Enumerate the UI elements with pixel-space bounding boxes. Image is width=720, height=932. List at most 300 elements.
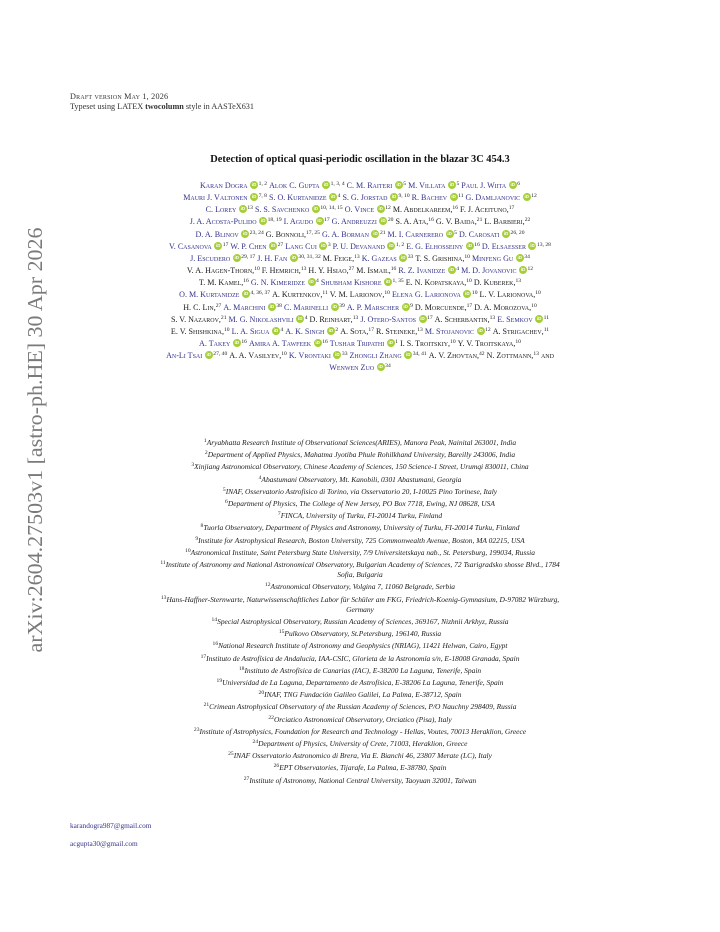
author-name-link[interactable]: D. Elsaesser: [481, 241, 526, 251]
author-name-link[interactable]: P. U. Devanand: [332, 241, 385, 251]
author-name-link[interactable]: S. S. Savchenko: [254, 205, 310, 215]
author-name-link[interactable]: J. A. Acosta-Pulido: [189, 217, 257, 227]
affiliation-item: [60, 521, 660, 533]
affiliation-superscript: 1, 35: [392, 278, 404, 285]
author-name: A. A. Vasilyev,: [229, 351, 282, 361]
orcid-icon[interactable]: [241, 230, 249, 238]
affiliation-superscript: 16: [452, 205, 458, 212]
orcid-icon[interactable]: [387, 339, 395, 347]
affiliation-number: 26: [273, 763, 280, 770]
affiliation-superscript: 27: [348, 266, 355, 273]
affiliation-superscript: 38: [276, 302, 282, 309]
affiliation-text: National Research Institute of Astronomy and Geophysics (NRIAG), 11421 Helwan, Cairo, Egypt: [218, 641, 508, 651]
affiliation-superscript: 21: [220, 314, 227, 321]
affiliation-text: Orciatico Astronomical Observatory, Orciatico (Pisa), Italy: [273, 714, 452, 724]
orcid-icon[interactable]: [296, 315, 304, 323]
affiliation-item: [60, 652, 660, 664]
affiliation-item: [60, 605, 660, 615]
orcid-icon[interactable]: [269, 242, 277, 250]
orcid-icon[interactable]: [519, 266, 527, 274]
affiliation-text: Universidad de La Laguna, Departamento de Astrofísica, E-38206 La Laguna, Tenerife, Spain: [222, 678, 504, 688]
affiliation-number: 24: [252, 739, 259, 746]
affiliation-item: [60, 546, 660, 558]
author-name-link[interactable]: A. P. Marscher: [346, 302, 400, 312]
arxiv-identifier: arXiv:2604.27503v1 [astro-ph.HE] 30 Apr 2026: [23, 246, 47, 653]
author-name-link[interactable]: Wenwen Zuo: [329, 363, 375, 373]
orcid-icon[interactable]: [205, 351, 213, 359]
affiliation-item: [60, 436, 660, 448]
author-name: A. Kurtenkov,: [272, 290, 323, 300]
orcid-icon[interactable]: [390, 193, 398, 201]
affiliation-superscript: 33: [341, 351, 348, 358]
affiliation-superscript: 16: [428, 217, 434, 224]
orcid-icon[interactable]: [327, 327, 335, 335]
affiliation-superscript: 13: [352, 314, 359, 321]
orcid-icon[interactable]: [322, 181, 330, 189]
author-name: A. V. Zhovtan,: [428, 351, 479, 361]
author-name: H. C. Lin,: [183, 302, 216, 312]
author-line: [62, 191, 658, 203]
affiliation-superscript: 11: [543, 326, 550, 333]
orcid-icon[interactable]: [312, 205, 320, 213]
author-line: [62, 203, 658, 215]
orcid-icon[interactable]: [319, 242, 327, 250]
affiliation-superscript: 20: [387, 217, 394, 224]
author-name: and: [540, 351, 554, 361]
affiliation-number: 19: [216, 678, 223, 685]
typeset-note: [70, 102, 254, 112]
affiliation-superscript: 11: [458, 193, 464, 200]
affiliation-superscript: 4: [456, 266, 460, 273]
orcid-icon[interactable]: [477, 327, 485, 335]
orcid-icon[interactable]: [448, 266, 456, 274]
affiliation-number: 1: [203, 438, 207, 444]
affiliation-text: Astronomical Observatory, Volgina 7, 11060 Belgrade, Serbia: [270, 582, 456, 592]
orcid-icon[interactable]: [502, 230, 510, 238]
affiliation-superscript: 16: [243, 278, 249, 285]
author-line: [62, 276, 658, 288]
author-name: M. Abdelkareem,: [392, 205, 453, 215]
author-name-link[interactable]: J. Otero-Santos: [360, 314, 416, 324]
author-line: [62, 228, 658, 240]
author-line: [62, 215, 658, 227]
orcid-icon[interactable]: [463, 290, 471, 298]
author-name: A. Sota,: [340, 326, 369, 336]
author-line: [62, 337, 658, 349]
affiliation-item: [60, 448, 660, 460]
affiliation-item: [60, 615, 660, 627]
latex-logo: LATEX: [117, 102, 144, 111]
affiliation-superscript: 1, 2: [258, 181, 268, 187]
author-name-link[interactable]: O. Vince: [344, 205, 375, 215]
affiliation-text: Hans-Haffner-Sternwarte, Naturwissenschaftliches Labor für Schüler am FKG, Friedrich-Koenig-Gymnasium, D-97082 Würzburg,: [166, 594, 560, 604]
affiliation-superscript: 17, 25: [305, 229, 320, 236]
affiliation-text: Institute of Astronomy and National Astronomical Observatory, Bulgarian Academy of Sciences, 72 Tsarigradsko shosse Blvd., 1784: [165, 560, 560, 570]
affiliation-superscript: 16: [322, 339, 328, 346]
author-name-link[interactable]: G. Andreuzzi: [331, 217, 377, 227]
author-name: A. Strigachev,: [492, 326, 544, 336]
affiliation-item: [60, 700, 660, 712]
affiliation-superscript: 10: [281, 351, 287, 358]
affiliation-text: Crimean Astrophysical Observatory of the Russian Academy of Sciences, P/O Nauchny 298409, Russia: [209, 702, 517, 712]
orcid-icon[interactable]: [214, 242, 222, 250]
affiliation-superscript: 34: [524, 253, 530, 260]
author-name-link[interactable]: S. G. Jorstad: [342, 193, 388, 203]
orcid-icon[interactable]: [402, 303, 410, 311]
author-name: E. V. Shishkina,: [170, 326, 224, 336]
author-name-link[interactable]: O. M. Kurtanidze: [179, 290, 240, 300]
affiliation-superscript: 16: [241, 339, 247, 346]
affiliation-superscript: 9, 10: [398, 193, 410, 200]
author-name-link[interactable]: E. Semkov: [497, 314, 533, 324]
orcid-icon[interactable]: [379, 217, 387, 225]
affiliation-number: 17: [200, 653, 207, 660]
orcid-icon[interactable]: [333, 351, 341, 359]
author-name-link[interactable]: Amira A. Tawfeek: [248, 339, 312, 349]
affiliation-superscript: 4: [280, 326, 284, 333]
author-name-link[interactable]: M. G. Nikolashvili: [228, 314, 294, 324]
author-name: M. Ismail,: [356, 266, 391, 276]
orcid-icon[interactable]: [387, 242, 395, 250]
author-name: H. Y. Hsiao,: [308, 266, 349, 276]
orcid-icon[interactable]: [250, 181, 258, 189]
email-link[interactable]: karandogra987@gmail.com: [70, 821, 152, 830]
orcid-icon[interactable]: [308, 278, 316, 286]
orcid-icon[interactable]: [331, 303, 339, 311]
affiliation-text: FINCA, University of Turku, FI-20014 Turku, Finland: [280, 511, 443, 521]
author-name-link[interactable]: E. G. Elhosseiny: [406, 241, 464, 251]
orcid-icon[interactable]: [528, 242, 536, 250]
affiliation-superscript: 4: [337, 193, 341, 200]
affiliation-item: [60, 593, 660, 605]
author-name-link[interactable]: D. Carosati: [458, 229, 500, 239]
affiliation-item: [60, 570, 660, 580]
author-name-link[interactable]: J. Escudero: [190, 253, 231, 263]
orcid-icon[interactable]: [268, 303, 276, 311]
orcid-icon[interactable]: [419, 315, 427, 323]
orcid-icon[interactable]: [446, 230, 454, 238]
author-name-link[interactable]: C. Lorey: [205, 205, 237, 215]
affiliation-superscript: 29, 17: [241, 253, 256, 260]
affiliation-item: [60, 664, 660, 676]
author-name: G. Bonnoli,: [265, 229, 306, 239]
affiliation-superscript: 13: [247, 205, 253, 212]
affiliation-number: 9: [195, 535, 199, 542]
affiliation-superscript: 27, 40: [213, 351, 228, 358]
author-name-link[interactable]: A. Takey: [199, 339, 231, 349]
affiliation-item: [60, 725, 660, 737]
email-link[interactable]: acgupta30@gmail.com: [70, 839, 138, 848]
author-name: S. A. Ata,: [395, 217, 429, 227]
affiliation-superscript: 1: [395, 339, 399, 346]
affiliation-superscript: 12: [531, 193, 537, 200]
orcid-icon[interactable]: [509, 181, 517, 189]
author-line: [62, 349, 658, 361]
affiliation-superscript: 17: [324, 217, 330, 224]
affiliation-superscript: 10: [515, 339, 521, 346]
affiliation-number: 10: [185, 547, 191, 554]
affiliation-number: 25: [228, 751, 234, 758]
affiliation-text: INAF Osservatorio Astronomico di Brera, Via E. Bianchi 46, 23807 Merate (LC), Italy: [233, 751, 492, 761]
affiliation-superscript: 33: [407, 253, 414, 260]
orcid-icon[interactable]: [450, 193, 458, 201]
author-name: D. Kuberek,: [473, 278, 516, 288]
orcid-icon[interactable]: [233, 254, 241, 262]
affiliation-text: EPT Observatories, Tijarafe, La Palma, E-38780, Spain: [279, 763, 447, 773]
affiliation-superscript: 18, 19: [267, 217, 282, 224]
affiliation-text: Sofia, Bulgaria: [337, 570, 383, 580]
affiliation-text: INAF, Osservatorio Astrofisico di Torino, via Osservatorio 20, I-10025 Pino Torinese, Italy: [225, 486, 498, 496]
author-name: S. V. Nazarov,: [170, 314, 221, 324]
author-line: [62, 313, 658, 325]
affiliation-item: [60, 509, 660, 521]
affiliation-number: 11: [160, 560, 166, 567]
affiliation-number: 20: [258, 690, 265, 697]
affiliation-superscript: 10, 14, 15: [320, 205, 343, 212]
affiliation-item: [60, 761, 660, 773]
arxiv-identifier-stamp: [6, 220, 56, 660]
author-name-link[interactable]: An-Li Tsai: [166, 351, 203, 361]
affiliation-text: Instituto de Astrofísica de Andalucía, IAA-CSIC, Glorieta de la Astronomía s/n, E-18008 Granada, Spain: [206, 653, 520, 663]
author-name-link[interactable]: R. Bachev: [411, 193, 448, 203]
affiliation-number: 21: [203, 702, 210, 709]
author-name: D. A. Morozova,: [474, 302, 532, 312]
affiliation-number: 5: [222, 486, 226, 493]
affiliation-superscript: 11: [322, 290, 328, 297]
affiliation-superscript: 27: [215, 302, 222, 309]
author-name: T. S. Grishina,: [415, 253, 465, 263]
affiliation-superscript: 4: [304, 314, 308, 321]
affiliation-text: Special Astrophysical Observatory, Russian Academy of Sciences, 369167, Nizhnii Arkhyz, Russia: [217, 617, 509, 627]
affiliation-superscript: 4, 36, 37: [250, 290, 271, 297]
orcid-icon[interactable]: [250, 193, 258, 201]
affiliation-superscript: 11: [543, 314, 550, 321]
affiliation-superscript: 13, 28: [536, 241, 551, 248]
author-name-link[interactable]: G. Damljanovic: [465, 193, 521, 203]
author-line: [62, 264, 658, 276]
orcid-icon[interactable]: [384, 278, 392, 286]
orcid-icon[interactable]: [316, 217, 324, 225]
orcid-icon[interactable]: [404, 351, 412, 359]
author-name-link[interactable]: C. Marinelli: [283, 302, 329, 312]
affiliation-superscript: 42: [478, 351, 485, 358]
author-name-link[interactable]: L. A. Sigua: [231, 326, 270, 336]
preprint-header: [70, 92, 254, 112]
orcid-icon[interactable]: [371, 230, 379, 238]
author-line: [62, 361, 658, 373]
author-name-link[interactable]: M. I. Carnerero: [387, 229, 444, 239]
affiliation-text: Department of Physics, University of Crete, 71003, Heraklion, Greece: [258, 739, 468, 749]
affiliation-superscript: 5: [456, 181, 460, 187]
orcid-icon[interactable]: [242, 290, 250, 298]
author-name-link[interactable]: I. Agudo: [283, 217, 314, 227]
author-name-link[interactable]: S. O. Kurtanidze: [268, 193, 327, 203]
author-name-link[interactable]: Tushar Tripathi: [329, 339, 385, 349]
orcid-icon[interactable]: [448, 181, 456, 189]
orcid-icon[interactable]: [399, 254, 407, 262]
author-name-link[interactable]: Karan Dogra: [200, 181, 248, 190]
affiliation-superscript: 10: [224, 326, 230, 333]
affiliation-number: 3: [191, 462, 195, 469]
affiliation-superscript: 17: [427, 314, 433, 321]
author-name: I. S. Troitskiy,: [400, 339, 451, 349]
affiliation-text: Department of Physics, The College of New Jersey, PO Box 7718, Ewing, NJ 08628, USA: [227, 499, 495, 509]
author-line: [62, 325, 658, 337]
orcid-icon[interactable]: [377, 205, 385, 213]
author-name-link[interactable]: Zhongli Zhang: [349, 351, 402, 361]
affiliation-item: [60, 473, 660, 485]
affiliation-text: INAF, TNG Fundación Galileo Galilei, La Palma, E-38712, Spain: [264, 690, 462, 700]
affiliation-number: 16: [212, 641, 219, 648]
author-list: [62, 179, 658, 374]
affiliation-number: 14: [211, 617, 218, 624]
author-line: [62, 288, 658, 300]
author-name-link[interactable]: K. Vrontaki: [288, 351, 331, 361]
orcid-icon[interactable]: [290, 254, 298, 262]
affiliation-superscript: 17: [466, 302, 473, 309]
author-name-link[interactable]: G. A. Borman: [321, 229, 369, 239]
typeset-suffix: style in AASTeX631: [183, 102, 254, 111]
affiliation-text: Institute of Astrophysics, Foundation for Research and Technology - Hellas, Voutes, 70013 Heraklion, Greece: [199, 726, 527, 736]
orcid-icon[interactable]: [329, 193, 337, 201]
author-name: Y. V. Troitskaya,: [457, 339, 516, 349]
affiliation-superscript: 13: [300, 266, 307, 273]
author-name-link[interactable]: J. H. Fan: [257, 253, 288, 263]
affiliation-superscript: 16: [390, 266, 397, 273]
affiliation-item: [60, 558, 660, 570]
author-name: M. Feige,: [322, 253, 355, 263]
affiliation-superscript: 10: [535, 290, 541, 297]
author-name-link[interactable]: A. Marchini: [223, 302, 266, 312]
author-name-link[interactable]: Mauri J. Valtonen: [183, 193, 248, 203]
affiliation-item: [60, 676, 660, 688]
affiliation-text: Institute of Astronomy, National Central University, Taoyuan 32001, Taiwan: [249, 775, 477, 785]
author-name-link[interactable]: D. A. Blinov: [195, 229, 239, 239]
orcid-icon[interactable]: [377, 363, 385, 371]
affiliation-superscript: 23, 24: [249, 229, 264, 236]
affiliation-superscript: 7, 8: [258, 193, 267, 200]
affiliation-item: [60, 497, 660, 509]
affiliation-superscript: 4: [316, 278, 319, 285]
author-name-link[interactable]: V. Casanova: [169, 241, 212, 251]
affiliation-superscript: 6: [517, 181, 520, 187]
affiliation-text: Pulkovo Observatory, St.Petersburg, 196140, Russia: [284, 629, 442, 639]
orcid-icon[interactable]: [314, 339, 322, 347]
affiliation-text: Xinjiang Astronomical Observatory, Chinese Academy of Sciences, 150 Science-1 Street, Urumqi 830011, China: [194, 462, 529, 472]
affiliation-number: 23: [193, 726, 200, 733]
affiliation-superscript: 17: [368, 326, 375, 333]
affiliation-superscript: 21: [476, 217, 483, 224]
author-name-link[interactable]: M. D. Jovanovic: [461, 266, 517, 276]
author-name-link[interactable]: R. Z. Ivanidze: [398, 266, 446, 276]
affiliation-number: 12: [264, 582, 271, 589]
author-name-link[interactable]: Elena G. Larionova: [391, 290, 461, 300]
orcid-icon[interactable]: [233, 339, 241, 347]
author-name-link[interactable]: Alok C. Gupta: [269, 181, 320, 190]
author-name: V. A. Hagen-Thorn,: [186, 266, 255, 276]
author-name-link[interactable]: Minfeng Gu: [471, 253, 514, 263]
affiliation-item: [60, 534, 660, 546]
affiliation-superscript: 34: [385, 363, 391, 370]
orcid-icon[interactable]: [523, 193, 531, 201]
author-name-link[interactable]: M. Stojanovic: [424, 326, 475, 336]
affiliation-superscript: 5: [403, 181, 407, 187]
affiliation-text: Germany: [346, 604, 374, 614]
author-name-link[interactable]: A. K. Singh: [285, 326, 325, 336]
affiliation-superscript: 10: [384, 290, 390, 297]
orcid-icon[interactable]: [259, 217, 267, 225]
orcid-icon[interactable]: [535, 315, 543, 323]
author-name-link[interactable]: K. Gazeas: [361, 253, 397, 263]
author-name: L. V. Larionova,: [479, 290, 536, 300]
affiliation-list: [60, 436, 660, 786]
affiliation-item: [60, 485, 660, 497]
affiliation-number: 27: [243, 775, 250, 782]
affiliation-number: 13: [160, 594, 167, 601]
affiliation-superscript: 17: [222, 241, 229, 248]
author-name: R. Steineke,: [376, 326, 418, 336]
author-name-link[interactable]: C. M. Raiteri: [346, 181, 393, 190]
affiliation-text: Abastumani Observatory, Mt. Kanobili, 0301 Abastumani, Georgia: [261, 474, 462, 484]
affiliation-superscript: 10: [531, 302, 537, 309]
author-name: F. Hemrich,: [261, 266, 301, 276]
orcid-icon[interactable]: [395, 181, 403, 189]
author-name-link[interactable]: G. N. Kimeridze: [250, 278, 306, 288]
orcid-icon[interactable]: [516, 254, 524, 262]
affiliation-text: Instituto de Astrofísica de Canarias (IAC), E-38200 La Laguna, Tenerife, Spain: [244, 665, 482, 675]
affiliation-number: 15: [278, 629, 285, 636]
affiliation-item: [60, 580, 660, 592]
affiliation-number: 4: [258, 474, 262, 481]
affiliation-item: [60, 460, 660, 472]
author-name-link[interactable]: M. Villata: [408, 181, 446, 190]
author-name: L. Barbieri,: [484, 217, 525, 227]
affiliation-item: [60, 749, 660, 761]
affiliation-text: Astronomical Institute, Saint Petersburg State University, 7/9 Universitetskaya nab., St. Petersburg, 199034, Russia: [190, 547, 535, 557]
affiliation-superscript: 21: [379, 229, 386, 236]
author-name-link[interactable]: Lang Cui: [285, 241, 317, 251]
affiliation-superscript: 13: [417, 326, 423, 333]
affiliation-number: 8: [200, 523, 204, 530]
affiliation-item: [60, 713, 660, 725]
affiliation-superscript: 39: [339, 302, 345, 309]
author-name: T. M. Kamel,: [198, 278, 244, 288]
orcid-icon[interactable]: [466, 242, 474, 250]
affiliation-number: 22: [268, 714, 274, 721]
orcid-icon[interactable]: [272, 327, 280, 335]
affiliation-superscript: 9: [410, 302, 413, 309]
typeset-style: twocolumn: [145, 102, 184, 111]
orcid-icon[interactable]: [239, 205, 247, 213]
affiliation-superscript: 30, 31, 32: [298, 253, 321, 260]
affiliation-number: 2: [204, 450, 208, 457]
affiliation-item: [60, 639, 660, 651]
affiliation-superscript: 13: [489, 314, 496, 321]
affiliation-superscript: 13: [515, 278, 522, 285]
affiliation-superscript: 10: [471, 290, 478, 297]
affiliation-superscript: 12: [385, 205, 391, 212]
author-name: E. N. Kopatskaya,: [405, 278, 467, 288]
author-name: D. Reinhart,: [309, 314, 353, 324]
affiliation-superscript: 27: [277, 241, 284, 248]
affiliation-item: [60, 774, 660, 786]
affiliation-superscript: 22: [524, 217, 531, 224]
author-name-link[interactable]: Paul J. Wiita: [461, 181, 507, 190]
author-name-link[interactable]: W. P. Chen: [230, 241, 267, 251]
affiliation-item: [60, 627, 660, 639]
author-name-link[interactable]: Shubham Kishore: [320, 278, 382, 288]
affiliation-text: Department of Applied Physics, Mahatma Jyotiba Phule Rohilkhand University, Bareilly 243006, India: [207, 450, 516, 460]
